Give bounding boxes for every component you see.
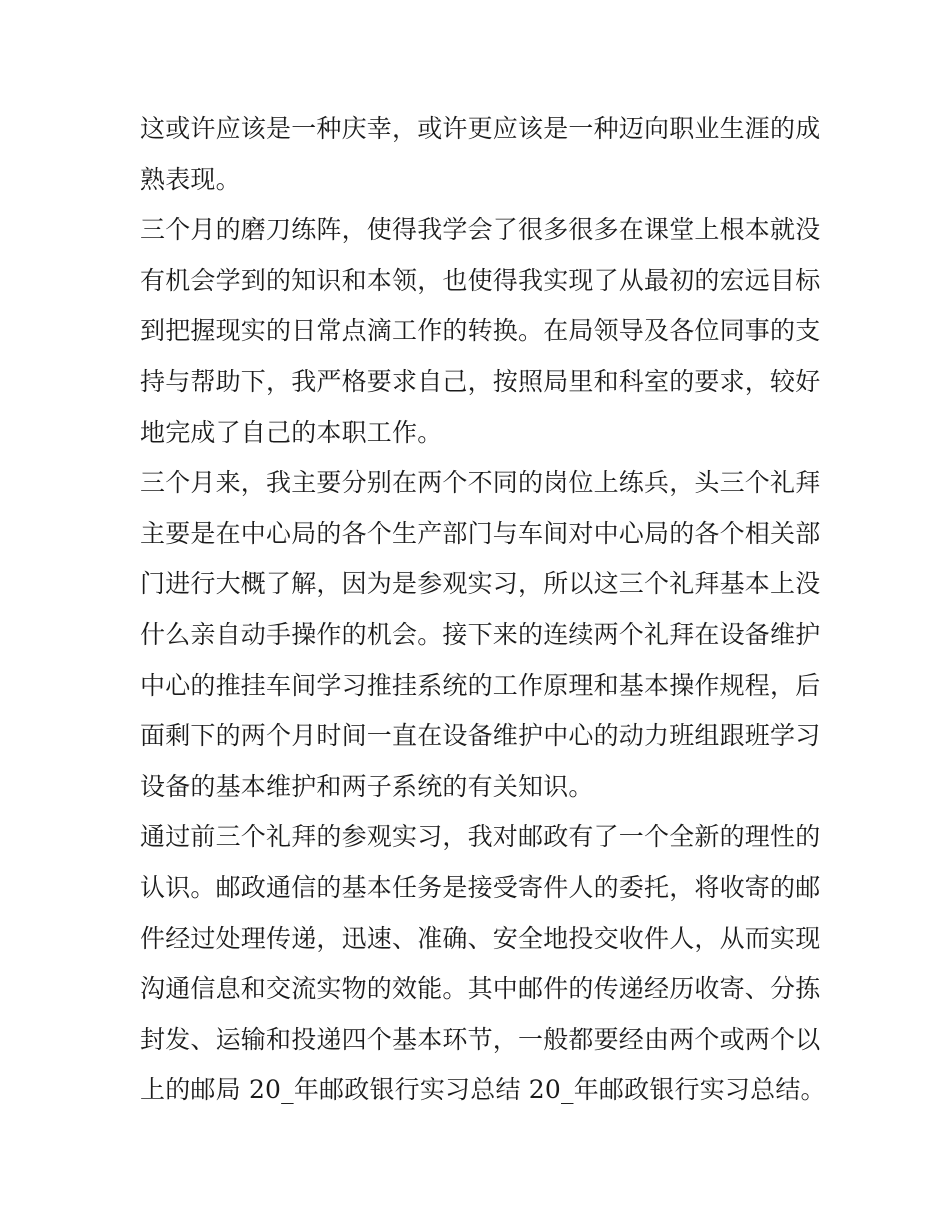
paragraph-1 xyxy=(140,104,820,205)
text-line: 有机会学到的知识和本领，也使得我实现了从最初的宏远目标 xyxy=(140,265,821,295)
text-line: 中心的推挂车间学习推挂系统的工作原理和基本操作规程，后 xyxy=(140,670,821,700)
text-line: 主要是在中心局的各个生产部门与车间对中心局的各个相关部 xyxy=(140,518,821,548)
text-line: 门进行大概了解，因为是参观实习，所以这三个礼拜基本上没 xyxy=(140,569,821,599)
text-line: 地完成了自己的本职工作。 xyxy=(140,417,443,447)
text-line: 三个月来，我主要分别在两个不同的岗位上练兵，头三个礼拜 xyxy=(140,468,821,498)
text-line: 三个月的磨刀练阵，使得我学会了很多很多在课堂上根本就没 xyxy=(140,215,821,245)
document-body xyxy=(140,104,826,1116)
text-line: 上的邮局 20_年邮政银行实习总结 20_年邮政银行实习总结。 xyxy=(140,1075,826,1105)
text-line: 什么亲自动手操作的机会。接下来的连续两个礼拜在设备维护 xyxy=(140,619,821,649)
text-line: 熟表现。 xyxy=(140,164,241,194)
text-line: 持与帮助下，我严格要求自己，按照局里和科室的要求，较好 xyxy=(140,366,821,396)
text-line: 沟通信息和交流实物的效能。其中邮件的传递经历收寄、分拣 xyxy=(140,974,821,1004)
paragraph-2 xyxy=(140,205,820,458)
paragraph-4 xyxy=(140,812,826,1116)
text-line: 通过前三个礼拜的参观实习，我对邮政有了一个全新的理性的 xyxy=(140,822,821,852)
text-line: 到把握现实的日常点滴工作的转换。在局领导及各位同事的支 xyxy=(140,316,821,346)
text-line: 面剩下的两个月时间一直在设备维护中心的动力班组跟班学习 xyxy=(140,721,821,751)
paragraph-3 xyxy=(140,458,820,812)
text-line: 设备的基本维护和两子系统的有关知识。 xyxy=(140,771,594,801)
text-line: 件经过处理传递，迅速、准确、安全地投交收件人，从而实现 xyxy=(140,923,821,953)
text-line: 这或许应该是一种庆幸，或许更应该是一种迈向职业生涯的成 xyxy=(140,114,821,143)
text-line: 封发、运输和投递四个基本环节，一般都要经由两个或两个以 xyxy=(140,1024,821,1054)
text-line: 认识。邮政通信的基本任务是接受寄件人的委托，将收寄的邮 xyxy=(140,872,821,902)
